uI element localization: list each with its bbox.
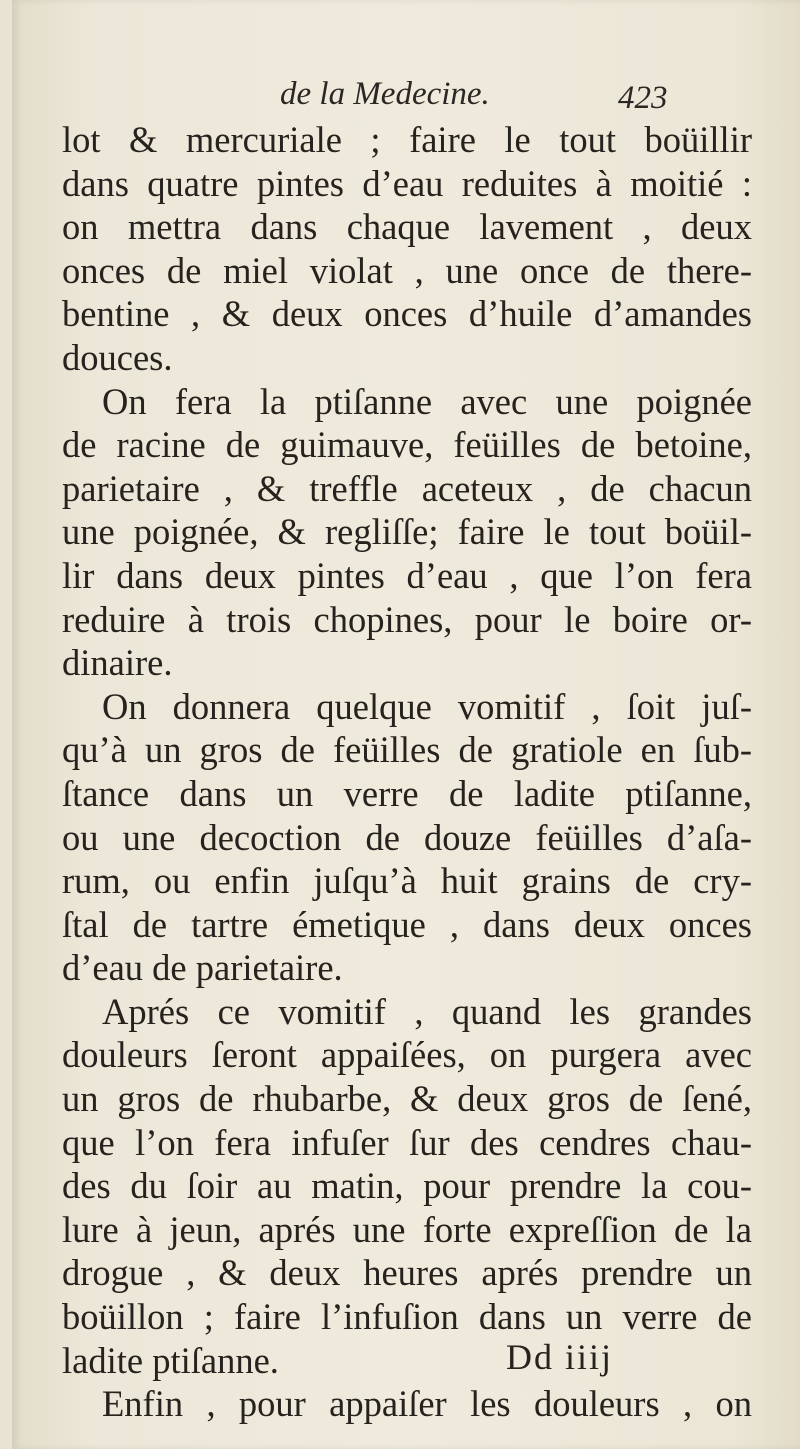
text-line: ſtance dans un verre de ladite ptiſanne, <box>62 772 752 814</box>
text-line: des du ſoir au matin, pour prendre la cou- <box>62 1165 752 1207</box>
text-line: lot & mercuriale ; faire le tout boüillir <box>62 119 752 160</box>
page-number: 423 <box>618 80 668 116</box>
text-line: parietaire , & treffle aceteux , de chacun <box>62 467 752 509</box>
text-line: ou une decoction de douze feüilles d’aſa- <box>62 816 752 858</box>
running-title: de la Medecine. <box>280 76 490 112</box>
text-line: On donnera quelque vomitif , ſoit juſ- <box>102 685 752 727</box>
book-page <box>12 0 800 1449</box>
text-line: dinaire. <box>62 642 173 684</box>
body-text <box>62 118 752 1426</box>
text-line: de racine de guimauve, feüilles de betoine, <box>62 424 752 466</box>
text-line: onces de miel violat , une once de there- <box>62 249 752 291</box>
signature-mark: Dd iiij <box>506 1337 614 1377</box>
text-line: boüillon ; faire l’infuſion dans un verre de <box>62 1296 752 1338</box>
text-line: bentine , & deux onces d’huile d’amandes <box>62 293 752 335</box>
text-line: que l’on fera infuſer ſur des cendres chau- <box>62 1121 752 1163</box>
text-line: Aprés ce vomitif , quand les grandes <box>102 990 752 1032</box>
text-line: dans quatre pintes d’eau reduites à moitié : <box>62 162 752 204</box>
text-line: Enfin , pour appaiſer les douleurs , on <box>102 1383 752 1425</box>
text-line: lure à jeun, aprés une forte expreſſion de la <box>62 1208 752 1250</box>
text-line: une poignée, & regliſſe; faire le tout boüil- <box>62 511 752 553</box>
text-line: lir dans deux pintes d’eau , que l’on fera <box>62 554 752 596</box>
text-line: douces. <box>62 336 173 378</box>
text-line: douleurs ſeront appaiſées, on purgera avec <box>62 1034 752 1076</box>
text-line: on mettra dans chaque lavement , deux <box>62 206 752 248</box>
text-line: qu’à un gros de feüilles de gratiole en ſub- <box>62 729 752 771</box>
text-line: ladite ptiſanne. <box>62 1339 279 1381</box>
text-line: un gros de rhubarbe, & deux gros de ſené, <box>62 1078 752 1120</box>
page-header <box>12 72 800 122</box>
text-line: On fera la ptiſanne avec une poignée <box>102 380 752 422</box>
text-line: d’eau de parietaire. <box>62 947 343 989</box>
text-line: ſtal de tartre émetique , dans deux onces <box>62 903 752 945</box>
text-line: rum, ou enfin juſqu’à huit grains de cry- <box>62 860 752 902</box>
text-line: drogue , & deux heures aprés prendre un <box>62 1252 752 1294</box>
text-line: reduire à trois chopines, pour le boire or- <box>62 598 752 640</box>
